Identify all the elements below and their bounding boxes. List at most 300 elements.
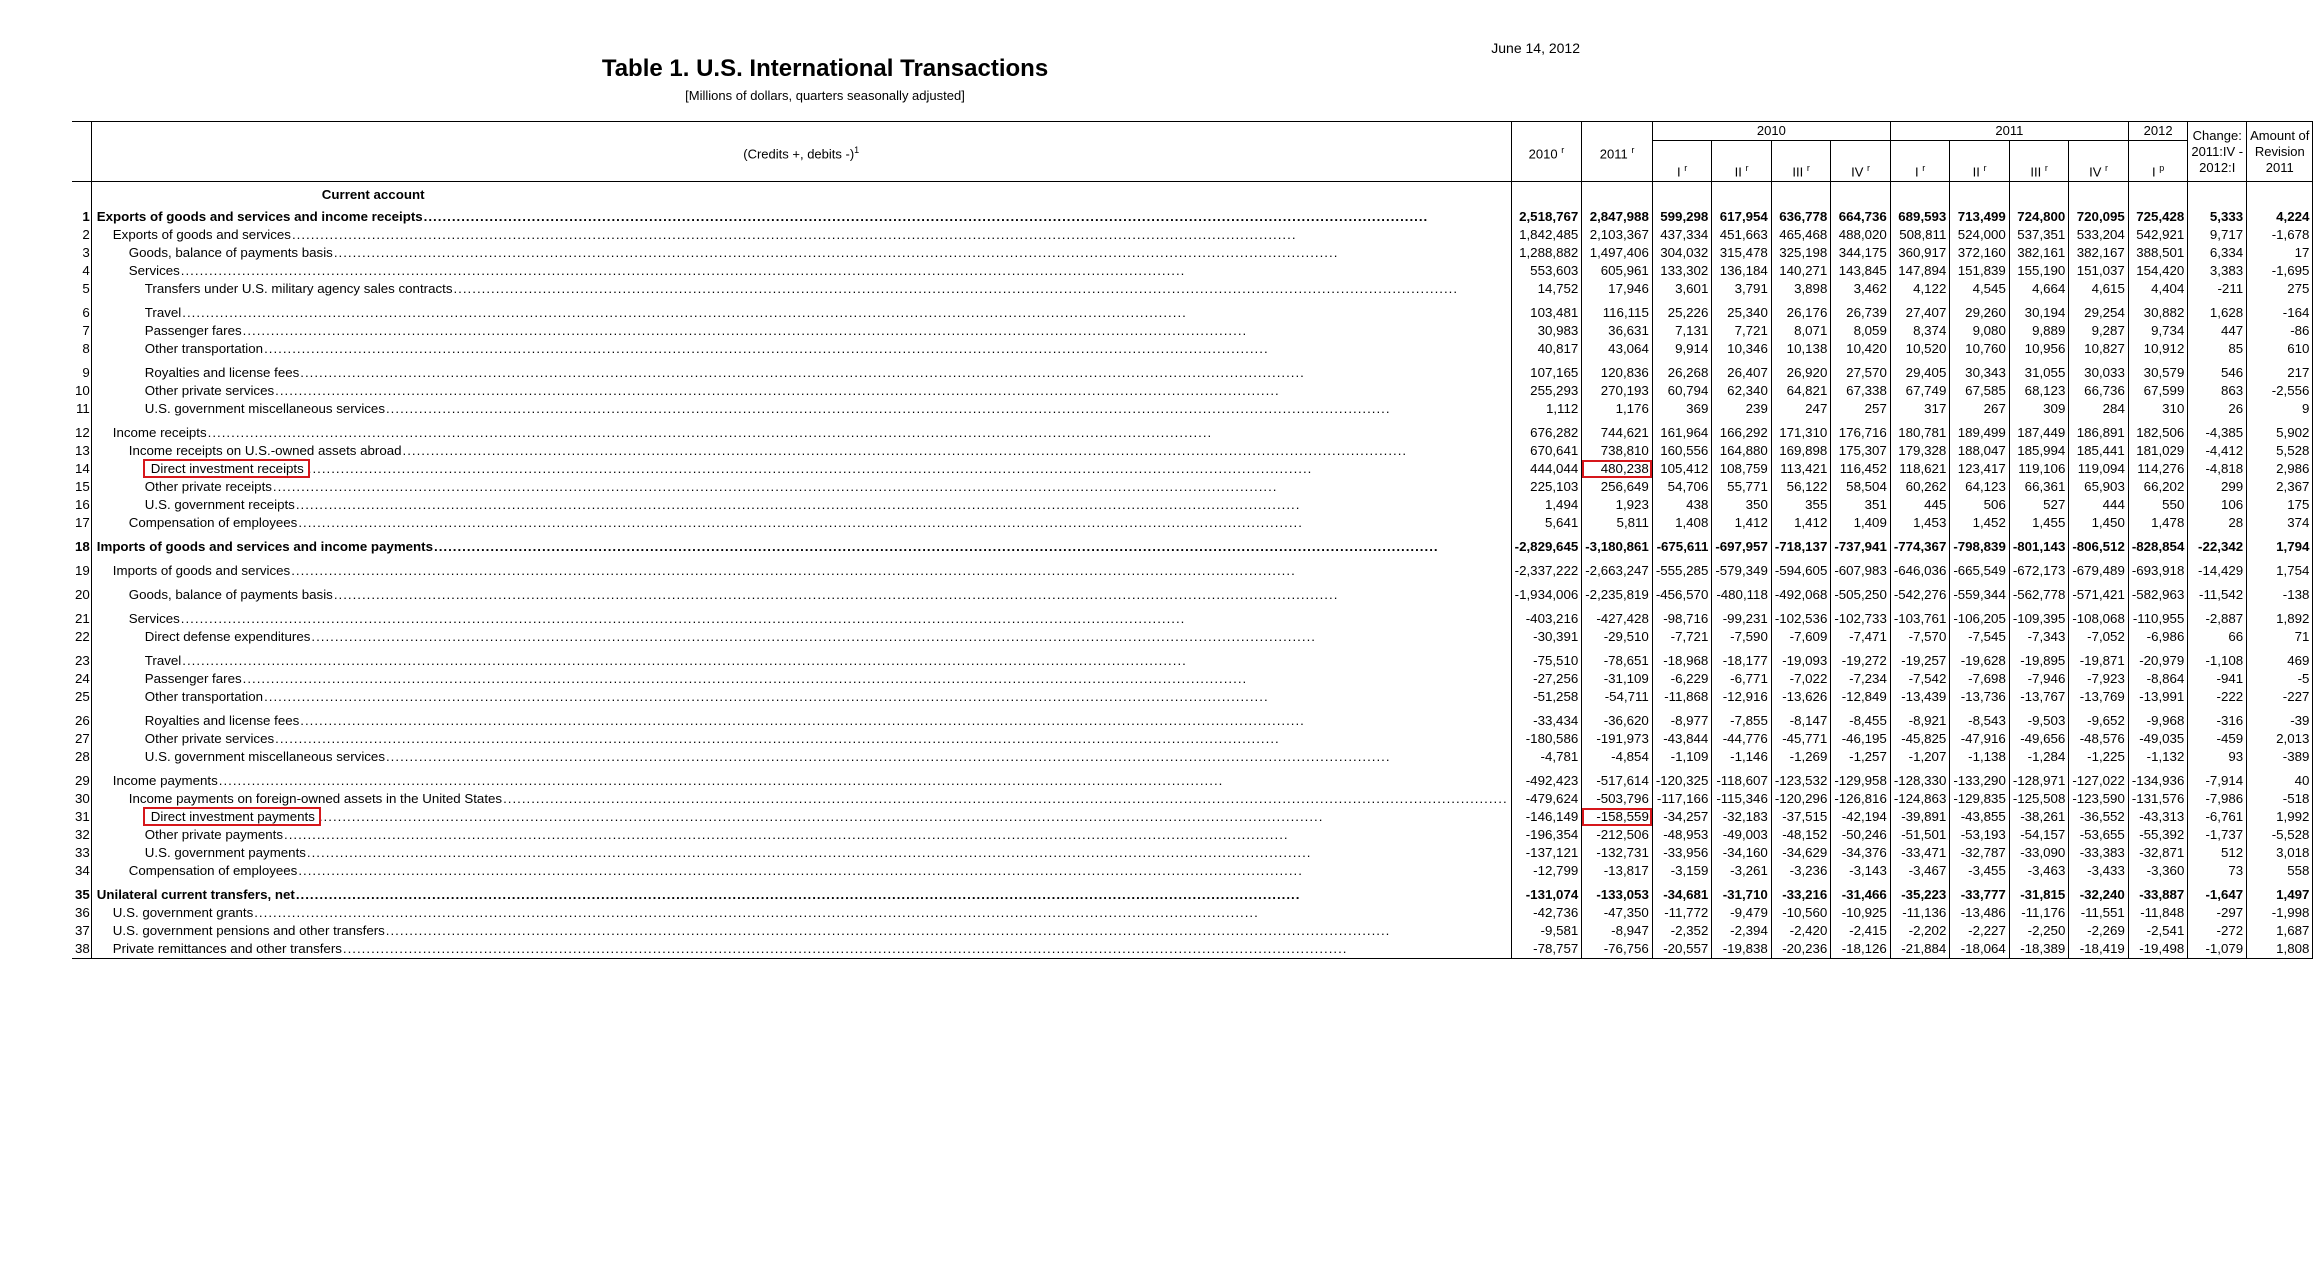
value-cell: -33,956	[1652, 844, 1712, 862]
line-number: 6	[82, 304, 90, 320]
value-cell: -389	[2247, 748, 2313, 766]
value-cell: 610	[2247, 340, 2313, 358]
value-cell: 605,961	[1582, 262, 1653, 280]
table-row	[72, 670, 2313, 688]
value-cell: 465,468	[1771, 226, 1831, 244]
table-row	[72, 688, 2313, 706]
value-cell: 1,687	[2247, 922, 2313, 940]
value-cell: -31,815	[2009, 880, 2069, 904]
value-cell: 55,771	[1712, 478, 1772, 496]
value-cell: -14,429	[2188, 556, 2247, 580]
row-label: Imports of goods and services and income payments .....	[91, 532, 1511, 556]
value-cell: -1,269	[1771, 748, 1831, 766]
value-cell: 438	[1652, 496, 1712, 514]
table-row	[72, 862, 2313, 880]
value-cell: 284	[2069, 400, 2129, 418]
value-cell: -34,681	[1652, 880, 1712, 904]
value-cell: 26,268	[1652, 358, 1712, 382]
line-number: 30	[75, 790, 90, 806]
table-row	[72, 244, 2313, 262]
value-cell: -53,655	[2069, 826, 2129, 844]
value-cell: -19,498	[2128, 940, 2188, 959]
value-cell: 29,254	[2069, 298, 2129, 322]
value-cell: 444	[2069, 496, 2129, 514]
value-cell: -196,354	[1511, 826, 1582, 844]
value-cell: -737,941	[1831, 532, 1891, 556]
value-cell: 317	[1890, 400, 1950, 418]
value-cell: -646,036	[1890, 556, 1950, 580]
table-header	[72, 122, 2313, 182]
value-cell: 451,663	[1712, 226, 1772, 244]
value-cell: 155,190	[2009, 262, 2069, 280]
value-cell: -51,258	[1511, 688, 1582, 706]
value-cell: -2,556	[2247, 382, 2313, 400]
value-cell: 30,882	[2128, 298, 2188, 322]
value-cell: -4,412	[2188, 442, 2247, 460]
value-cell: 26,739	[1831, 298, 1891, 322]
value-cell: -34,629	[1771, 844, 1831, 862]
value-cell: -19,093	[1771, 646, 1831, 670]
value-cell: 670,641	[1511, 442, 1582, 460]
value-cell: -2,352	[1652, 922, 1712, 940]
value-cell: 3,383	[2188, 262, 2247, 280]
row-label: Income payments on foreign-owned assets in the United States .....	[91, 790, 1511, 808]
value-cell: 1,497	[2247, 880, 2313, 904]
value-cell: 369	[1652, 400, 1712, 418]
value-cell: 2,013	[2247, 730, 2313, 748]
row-label: Other transportation .....	[91, 688, 1511, 706]
line-number: 24	[75, 670, 90, 686]
value-cell: -33,216	[1771, 880, 1831, 904]
value-cell: -133,053	[1582, 880, 1653, 904]
value-cell: -34,376	[1831, 844, 1891, 862]
value-cell: -8,147	[1771, 706, 1831, 730]
value-cell: 154,420	[2128, 262, 2188, 280]
value-cell: 67,338	[1831, 382, 1891, 400]
value-cell: -32,871	[2128, 844, 2188, 862]
table-row	[72, 208, 2313, 226]
table-row	[72, 628, 2313, 646]
value-cell: -1,225	[2069, 748, 2129, 766]
value-cell: -45,825	[1890, 730, 1950, 748]
value-cell: -33,090	[2009, 844, 2069, 862]
value-cell: 2,847,988	[1582, 208, 1653, 226]
value-cell: -123,590	[2069, 790, 2129, 808]
value-cell: -1,132	[2128, 748, 2188, 766]
value-cell: -594,605	[1771, 556, 1831, 580]
value-cell: -35,223	[1890, 880, 1950, 904]
value-cell: -36,620	[1582, 706, 1653, 730]
value-cell: -479,624	[1511, 790, 1582, 808]
table-row	[72, 844, 2313, 862]
value-cell: 71	[2247, 628, 2313, 646]
value-cell: -480,118	[1712, 580, 1772, 604]
value-cell: 9	[2247, 400, 2313, 418]
value-cell: -1,678	[2247, 226, 2313, 244]
value-cell: 118,621	[1890, 460, 1950, 478]
value-cell: 116,452	[1831, 460, 1891, 478]
value-cell: 30,194	[2009, 298, 2069, 322]
value-cell: 66	[2188, 628, 2247, 646]
line-number: 21	[75, 610, 90, 626]
row-label	[91, 808, 1511, 826]
value-cell: -7,855	[1712, 706, 1772, 730]
value-cell: -33,887	[2128, 880, 2188, 904]
table-title: Table 1. U.S. International Transactions	[601, 55, 1049, 82]
label-column-header: (Credits +, debits -)$^1$	[91, 122, 1511, 182]
quarter-header: I $^r$	[1652, 159, 1712, 182]
value-cell: 9,080	[1950, 322, 2010, 340]
value-cell: 40	[2247, 766, 2313, 790]
value-cell: 1,409	[1831, 514, 1891, 532]
value-cell: -4,854	[1582, 748, 1653, 766]
group-2010-header: 2010	[1652, 122, 1890, 141]
value-cell: 725,428	[2128, 208, 2188, 226]
value-cell: -7,052	[2069, 628, 2129, 646]
value-cell: 309	[2009, 400, 2069, 418]
value-cell: -115,346	[1712, 790, 1772, 808]
row-label: Passenger fares .....	[91, 670, 1511, 688]
value-cell: -86	[2247, 322, 2313, 340]
row-label: Unilateral current transfers, net .....	[91, 880, 1511, 904]
value-cell: -128,330	[1890, 766, 1950, 790]
value-cell: -1,146	[1712, 748, 1772, 766]
row-label: U.S. government payments .....	[91, 844, 1511, 862]
value-cell: -32,183	[1712, 808, 1772, 826]
row-label: Other private services .....	[91, 382, 1511, 400]
value-cell: -39	[2247, 706, 2313, 730]
value-cell: -99,231	[1712, 604, 1772, 628]
value-cell: 325,198	[1771, 244, 1831, 262]
value-cell: -31,710	[1712, 880, 1772, 904]
value-cell: -828,854	[2128, 532, 2188, 556]
value-cell: -6,229	[1652, 670, 1712, 688]
value-cell: 105,412	[1652, 460, 1712, 478]
value-cell: 64,821	[1771, 382, 1831, 400]
row-label: Compensation of employees .....	[91, 514, 1511, 532]
value-cell: 114,276	[2128, 460, 2188, 478]
value-cell: 617,954	[1712, 208, 1772, 226]
group-2012-header: 2012	[2128, 122, 2188, 141]
value-cell: -55,392	[2128, 826, 2188, 844]
table-row	[72, 322, 2313, 340]
value-cell: -7,471	[1831, 628, 1891, 646]
value-cell: -3,455	[1950, 862, 2010, 880]
value-cell: -9,503	[2009, 706, 2069, 730]
value-cell: -5	[2247, 670, 2313, 688]
value-cell: -19,838	[1712, 940, 1772, 959]
value-cell: -518	[2247, 790, 2313, 808]
value-cell: 350	[1712, 496, 1772, 514]
value-cell: 720,095	[2069, 208, 2129, 226]
value-cell: -131,576	[2128, 790, 2188, 808]
value-cell: 512	[2188, 844, 2247, 862]
line-number: 3	[82, 244, 90, 260]
value-cell: -18,419	[2069, 940, 2129, 959]
value-cell: -98,716	[1652, 604, 1712, 628]
table-row	[72, 826, 2313, 844]
value-cell: 9,717	[2188, 226, 2247, 244]
line-number: 1	[82, 208, 90, 224]
value-cell: 26	[2188, 400, 2247, 418]
value-cell: 14,752	[1511, 280, 1582, 298]
line-number: 31	[75, 808, 90, 824]
value-cell: -571,421	[2069, 580, 2129, 604]
value-cell: -3,467	[1890, 862, 1950, 880]
value-cell: -2,202	[1890, 922, 1950, 940]
value-cell: 8,374	[1890, 322, 1950, 340]
value-cell: -12,916	[1712, 688, 1772, 706]
row-label: Services .....	[91, 262, 1511, 280]
value-cell: -13,767	[2009, 688, 2069, 706]
value-cell: -54,157	[2009, 826, 2069, 844]
value-cell: -505,250	[1831, 580, 1891, 604]
value-cell: -2,250	[2009, 922, 2069, 940]
value-cell: -50,246	[1831, 826, 1891, 844]
value-cell: -76,756	[1582, 940, 1653, 959]
value-cell: -49,003	[1712, 826, 1772, 844]
row-label: Imports of goods and services .....	[91, 556, 1511, 580]
value-cell: 315,478	[1712, 244, 1772, 262]
value-cell: 3,898	[1771, 280, 1831, 298]
value-cell: 113,421	[1771, 460, 1831, 478]
value-cell: 437,334	[1652, 226, 1712, 244]
value-cell: -7,234	[1831, 670, 1891, 688]
value-cell: -542,276	[1890, 580, 1950, 604]
table-row	[72, 790, 2313, 808]
value-cell: 2,518,767	[1511, 208, 1582, 226]
value-cell: 5,641	[1511, 514, 1582, 532]
value-cell: 40,817	[1511, 340, 1582, 358]
value-cell: 550	[2128, 496, 2188, 514]
value-cell: 1,923	[1582, 496, 1653, 514]
value-cell: -272	[2188, 922, 2247, 940]
value-cell: -227	[2247, 688, 2313, 706]
value-cell: 257	[1831, 400, 1891, 418]
value-cell: -129,835	[1950, 790, 2010, 808]
value-cell: 275	[2247, 280, 2313, 298]
value-cell: -6,761	[2188, 808, 2247, 826]
value-cell: 176,716	[1831, 418, 1891, 442]
value-cell: -18,968	[1652, 646, 1712, 670]
value-cell: -10,560	[1771, 904, 1831, 922]
row-label: Exports of goods and services .....	[91, 226, 1511, 244]
annual-2011-header: 2011 $^r$	[1582, 122, 1653, 182]
value-cell: -693,918	[2128, 556, 2188, 580]
value-cell: -11,551	[2069, 904, 2129, 922]
line-number: 34	[75, 862, 90, 878]
table-row	[72, 532, 2313, 556]
value-cell: 28	[2188, 514, 2247, 532]
value-cell: -2,269	[2069, 922, 2129, 940]
value-cell: -10,925	[1831, 904, 1891, 922]
value-cell: 151,839	[1950, 262, 2010, 280]
value-cell: 1,408	[1652, 514, 1712, 532]
value-cell: -806,512	[2069, 532, 2129, 556]
line-number: 18	[75, 538, 90, 554]
value-cell: -106,205	[1950, 604, 2010, 628]
highlighted-value-cell: -158,559	[1582, 808, 1653, 826]
value-cell: 1,892	[2247, 604, 2313, 628]
value-cell: -53,193	[1950, 826, 2010, 844]
line-number: 12	[75, 424, 90, 440]
value-cell: -6,771	[1712, 670, 1772, 688]
value-cell: 107,165	[1511, 358, 1582, 382]
value-cell: -13,769	[2069, 688, 2129, 706]
value-cell: -39,891	[1890, 808, 1950, 826]
table-row	[72, 766, 2313, 790]
value-cell: 360,917	[1890, 244, 1950, 262]
value-cell: -7,590	[1712, 628, 1772, 646]
value-cell: 1,176	[1582, 400, 1653, 418]
line-number: 15	[75, 478, 90, 494]
value-cell: -2,235,819	[1582, 580, 1653, 604]
value-cell: 64,123	[1950, 478, 2010, 496]
value-cell: 4,224	[2247, 208, 2313, 226]
value-cell: 10,760	[1950, 340, 2010, 358]
value-cell: -555,285	[1652, 556, 1712, 580]
value-cell: -1,934,006	[1511, 580, 1582, 604]
value-cell: 10,138	[1771, 340, 1831, 358]
value-cell: -222	[2188, 688, 2247, 706]
value-cell: -128,971	[2009, 766, 2069, 790]
value-cell: 382,167	[2069, 244, 2129, 262]
value-cell: 10,912	[2128, 340, 2188, 358]
line-number: 25	[75, 688, 90, 704]
value-cell: 58,504	[1831, 478, 1891, 496]
value-cell: -1,284	[2009, 748, 2069, 766]
value-cell: 30,983	[1511, 322, 1582, 340]
quarter-header: III $^r$	[2009, 159, 2069, 182]
value-cell: 108,759	[1712, 460, 1772, 478]
value-cell: 56,122	[1771, 478, 1831, 496]
value-cell: -607,983	[1831, 556, 1891, 580]
table-row	[72, 730, 2313, 748]
value-cell: -7,698	[1950, 670, 2010, 688]
value-cell: -1,109	[1652, 748, 1712, 766]
value-cell: -7,022	[1771, 670, 1831, 688]
value-cell: -7,343	[2009, 628, 2069, 646]
value-cell: -13,439	[1890, 688, 1950, 706]
value-cell: 344,175	[1831, 244, 1891, 262]
value-cell: -21,884	[1890, 940, 1950, 959]
row-label: U.S. government grants .....	[91, 904, 1511, 922]
value-cell: -4,385	[2188, 418, 2247, 442]
value-cell: -665,549	[1950, 556, 2010, 580]
value-cell: -27,256	[1511, 670, 1582, 688]
value-cell: 299	[2188, 478, 2247, 496]
value-cell: 469	[2247, 646, 2313, 670]
quarter-header: IV $^r$	[2069, 159, 2129, 182]
value-cell: 553,603	[1511, 262, 1582, 280]
value-cell: -2,829,645	[1511, 532, 1582, 556]
value-cell: -1,647	[2188, 880, 2247, 904]
value-cell: -34,257	[1652, 808, 1712, 826]
value-cell: -9,581	[1511, 922, 1582, 940]
value-cell: -7,609	[1771, 628, 1831, 646]
value-cell: 123,417	[1950, 460, 2010, 478]
value-cell: 27,570	[1831, 358, 1891, 382]
value-cell: 247	[1771, 400, 1831, 418]
row-label: Income receipts on U.S.-owned assets abroad .....	[91, 442, 1511, 460]
value-cell: 5,811	[1582, 514, 1653, 532]
value-cell: -48,576	[2069, 730, 2129, 748]
value-cell: -78,651	[1582, 646, 1653, 670]
value-cell: 119,106	[2009, 460, 2069, 478]
value-cell: 267	[1950, 400, 2010, 418]
value-cell: 1,412	[1712, 514, 1772, 532]
quarter-header: III $^r$	[1771, 159, 1831, 182]
value-cell: -19,895	[2009, 646, 2069, 670]
value-cell: -32,240	[2069, 880, 2129, 904]
value-cell: -45,771	[1771, 730, 1831, 748]
value-cell: -131,074	[1511, 880, 1582, 904]
value-cell: -8,543	[1950, 706, 2010, 730]
value-cell: 10,956	[2009, 340, 2069, 358]
row-label: Exports of goods and services and income receipts .....	[91, 208, 1511, 226]
value-cell: 30,033	[2069, 358, 2129, 382]
value-cell: -7,946	[2009, 670, 2069, 688]
value-cell: 4,664	[2009, 280, 2069, 298]
value-cell: 62,340	[1712, 382, 1772, 400]
value-cell: -33,383	[2069, 844, 2129, 862]
table-row	[72, 280, 2313, 298]
table-row	[72, 514, 2313, 532]
table-row	[72, 478, 2313, 496]
value-cell: 1,453	[1890, 514, 1950, 532]
value-cell: 738,810	[1582, 442, 1653, 460]
table-row	[72, 460, 2313, 478]
value-cell: 225,103	[1511, 478, 1582, 496]
row-label: Travel .....	[91, 298, 1511, 322]
line-number: 23	[75, 652, 90, 668]
value-cell: -9,479	[1712, 904, 1772, 922]
value-cell: -191,973	[1582, 730, 1653, 748]
value-cell: 25,340	[1712, 298, 1772, 322]
value-cell: 185,441	[2069, 442, 2129, 460]
change-header: Change: 2011:IV - 2012:I	[2188, 122, 2247, 182]
value-cell: -1,998	[2247, 904, 2313, 922]
value-cell: -316	[2188, 706, 2247, 730]
value-cell: 1,794	[2247, 532, 2313, 556]
value-cell: -503,796	[1582, 790, 1653, 808]
value-cell: 66,736	[2069, 382, 2129, 400]
value-cell: -123,532	[1771, 766, 1831, 790]
row-label: U.S. government miscellaneous services .....	[91, 400, 1511, 418]
value-cell: 1,494	[1511, 496, 1582, 514]
value-cell: -110,955	[2128, 604, 2188, 628]
row-label: Transfers under U.S. military agency sales contracts .....	[91, 280, 1511, 298]
value-cell: 68,123	[2009, 382, 2069, 400]
value-cell: 6,334	[2188, 244, 2247, 262]
value-cell: -492,423	[1511, 766, 1582, 790]
line-number: 10	[75, 382, 90, 398]
value-cell: 863	[2188, 382, 2247, 400]
value-cell: -774,367	[1890, 532, 1950, 556]
value-cell: -427,428	[1582, 604, 1653, 628]
table-row	[72, 808, 2313, 826]
row-label: U.S. government pensions and other transfers .....	[91, 922, 1511, 940]
value-cell: -672,173	[2009, 556, 2069, 580]
value-cell: 351	[1831, 496, 1891, 514]
value-cell: 374	[2247, 514, 2313, 532]
line-number: 33	[75, 844, 90, 860]
value-cell: -180,586	[1511, 730, 1582, 748]
value-cell: 31,055	[2009, 358, 2069, 382]
value-cell: 689,593	[1890, 208, 1950, 226]
value-cell: -11,848	[2128, 904, 2188, 922]
row-label: U.S. government receipts .....	[91, 496, 1511, 514]
